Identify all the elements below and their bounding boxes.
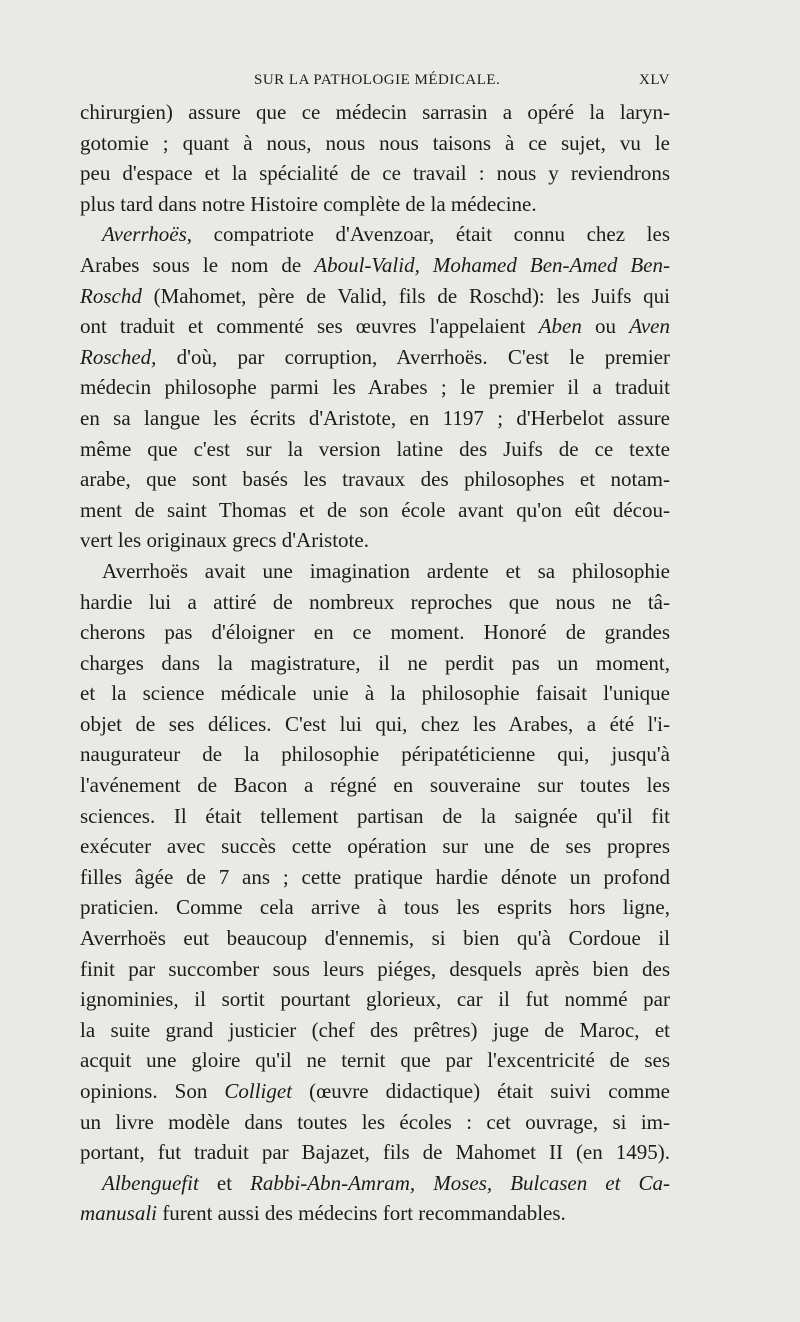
text-line: charges dans la magistrature, il ne perdit pas un moment, (80, 650, 670, 675)
text-line: objet de ses délices. C'est lui qui, chez les Arabes, a été l'i- (80, 711, 670, 736)
text-line: arabe, que sont basés les travaux des philosophes et notam- (80, 467, 670, 492)
text-line: acquit une gloire qu'il ne ternit que par l'excentricité de ses (80, 1048, 670, 1073)
text-line: Arabes sous le nom de Aboul-Valid, Mohamed Ben-Amed Ben- (80, 252, 670, 277)
text-line: Albenguefit et Rabbi-Abn-Amram, Moses, Bulcasen et Ca- (102, 1170, 670, 1195)
paragraph (80, 97, 670, 219)
text-line: la suite grand justicier (chef des prêtres) juge de Maroc, et (80, 1017, 670, 1042)
text-line: hardie lui a attiré de nombreux reproches que nous ne tâ- (80, 589, 670, 614)
text-line: sciences. Il était tellement partisan de la saignée qu'il fit (80, 803, 670, 828)
paragraph (80, 556, 670, 1168)
text-line: portant, fut traduit par Bajazet, fils de Mahomet II (en 1495). (80, 1140, 670, 1165)
text-line: plus tard dans notre Histoire complète de la médecine. (80, 191, 537, 216)
text-line: Averrhoës, compatriote d'Avenzoar, était connu chez les (102, 222, 670, 247)
text-line: Averrhoës avait une imagination ardente et sa philosophie (102, 558, 670, 583)
text-line: et la science médicale unie à la philosophie faisait l'unique (80, 681, 670, 706)
text-line: praticien. Comme cela arrive à tous les esprits hors ligne, (80, 895, 670, 920)
text-line: ignominies, il sortit pourtant glorieux, car il fut nommé par (80, 987, 670, 1012)
page-number: XLV (639, 72, 670, 88)
text-line: en sa langue les écrits d'Aristote, en 1197 ; d'Herbelot assure (80, 405, 670, 430)
text-line: peu d'espace et la spécialité de ce travail : nous y reviendrons (80, 161, 670, 186)
body-text (80, 97, 670, 1229)
text-line: opinions. Son Colliget (œuvre didactique) était suivi comme (80, 1079, 670, 1103)
text-line: ment de saint Thomas et de son école avant qu'on eût décou- (80, 497, 670, 522)
paragraph (80, 1168, 670, 1229)
text-line: naugurateur de la philosophie péripatéticienne qui, jusqu'à (80, 742, 670, 767)
text-line: ont traduit et commenté ses œuvres l'appelaient Aben ou Aven (80, 314, 670, 339)
text-line: Averrhoës eut beaucoup d'ennemis, si bien qu'à Cordoue il (80, 926, 670, 951)
text-line: gotomie ; quant à nous, nous nous taisons à ce sujet, vu le (80, 130, 670, 155)
text-line: Roschd (Mahomet, père de Valid, fils de Roschd): les Juifs qui (80, 283, 670, 308)
text-line: finit par succomber sous leurs piéges, desquels après bien des (80, 956, 670, 981)
text-line: vert les originaux grecs d'Aristote. (80, 528, 369, 553)
text-line: chirurgien) assure que ce médecin sarrasin a opéré la laryn- (80, 100, 670, 124)
text-line: médecin philosophe parmi les Arabes ; le premier il a traduit (80, 375, 670, 400)
text-line: manusali furent aussi des médecins fort recommandables. (80, 1201, 566, 1226)
running-header (80, 72, 670, 96)
text-line: filles âgée de 7 ans ; cette pratique hardie dénote un profond (80, 864, 670, 889)
running-title: SUR LA PATHOLOGIE MÉDICALE. (254, 72, 501, 88)
text-line: cherons pas d'éloigner en ce moment. Honoré de grandes (80, 620, 670, 645)
text-line: un livre modèle dans toutes les écoles : cet ouvrage, si im- (80, 1109, 670, 1134)
text-line: l'avénement de Bacon a régné en souveraine sur toutes les (80, 773, 670, 798)
paragraph (80, 219, 670, 556)
text-line: exécuter avec succès cette opération sur une de ses propres (80, 834, 670, 859)
text-line: même que c'est sur la version latine des Juifs de ce texte (80, 436, 670, 461)
text-line: Rosched, d'où, par corruption, Averrhoës. C'est le premier (80, 344, 670, 369)
